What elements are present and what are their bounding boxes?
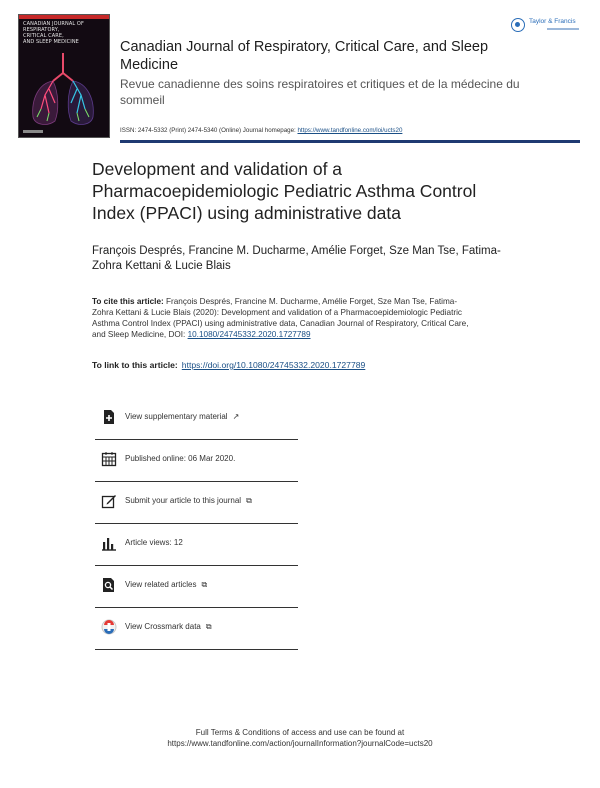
external-link-icon: ↗ — [232, 412, 240, 421]
cover-masthead-line: CRITICAL CARE, — [23, 33, 64, 39]
article-link-label: To link to this article: — [92, 360, 178, 370]
bar-chart-icon — [101, 535, 117, 551]
article-title: Development and validation of a Pharmacoepidemiologic Pediatric Asthma Control Index (PPACI) using administrative data — [92, 159, 477, 223]
action-article-views — [95, 524, 298, 566]
article-actions-list — [95, 398, 298, 650]
journal-title: Canadian Journal of Respiratory, Critical Care, and Sleep Medicine — [120, 39, 489, 73]
cover-masthead-line: AND SLEEP MEDICINE — [23, 39, 79, 45]
cover-masthead-line: CANADIAN JOURNAL OF — [23, 21, 84, 27]
journal-subtitle: Revue canadienne des soins respiratoires et critiques et de la médecine du sommeil — [120, 77, 520, 107]
citation-block — [92, 296, 472, 340]
terms-footer-link[interactable]: https://www.tandfonline.com/action/journalInformation?journalCode=ucts20 — [167, 739, 433, 748]
header-rule — [120, 140, 580, 143]
action-view-crossmark[interactable] — [95, 608, 298, 650]
search-document-icon — [101, 577, 117, 593]
external-link-icon: ⧉ — [246, 496, 252, 505]
action-label: View related articles — [125, 580, 197, 589]
citation-label: To cite this article: — [92, 297, 164, 306]
terms-footer-text: Full Terms & Conditions of access and use can be found at — [195, 728, 405, 737]
journal-homepage-link[interactable]: https://www.tandfonline.com/loi/ucts20 — [297, 127, 403, 134]
action-label: Published online: 06 Mar 2020. — [125, 454, 236, 463]
article-doi-link[interactable]: https://doi.org/10.1080/24745332.2020.1727789 — [181, 360, 366, 370]
issn-line — [120, 127, 402, 134]
add-document-icon — [101, 409, 117, 425]
action-label: View supplementary material — [125, 412, 228, 421]
action-label: View Crossmark data — [125, 622, 201, 631]
publisher-logo-underline — [547, 28, 579, 30]
publisher-logo[interactable] — [511, 16, 583, 38]
action-submit-article[interactable] — [95, 482, 298, 524]
calendar-icon — [101, 451, 117, 467]
lungs-illustration-icon — [19, 51, 109, 131]
external-link-icon: ⧉ — [205, 622, 212, 631]
article-authors: François Després, Francine M. Ducharme, Amélie Forget, Sze Man Tse, Fatima-Zohra Kettani & Lucie Blais — [92, 245, 501, 272]
action-published-online — [95, 440, 298, 482]
crossmark-icon — [101, 619, 117, 635]
action-label: Article views: 12 — [125, 538, 183, 547]
action-view-supplementary[interactable] — [95, 398, 298, 440]
journal-cover-image — [18, 14, 110, 138]
external-link-icon: ⧉ — [201, 580, 208, 589]
article-link-line — [92, 360, 365, 370]
action-view-related[interactable] — [95, 566, 298, 608]
publisher-name: Taylor & Francis — [529, 18, 576, 25]
action-label: Submit your article to this journal — [125, 496, 242, 505]
issn-text: ISSN: 2474-5332 (Print) 2474-5340 (Online) Journal homepage: — [120, 127, 298, 134]
edit-icon — [101, 493, 117, 509]
citation-doi-link[interactable]: 10.1080/24745332.2020.1727789 — [187, 330, 311, 339]
publisher-logo-icon — [511, 18, 525, 32]
citation-text: François Després, Francine M. Ducharme, Amélie Forget, Sze Man Tse, Fatima-Zohra Kettani & Lucie Blais (2020): Development and validation of a Pharmacoepidemiologic Pediatric Asthma Control Index (PPACI) using administrative data, Canadian Journal of Respiratory, Critical Care, and Sleep Medicine, DOI: — [92, 297, 469, 339]
cover-masthead-line: RESPIRATORY, — [23, 27, 60, 33]
cover-footer-bar — [23, 130, 43, 133]
terms-footer — [0, 727, 600, 749]
cover-masthead — [23, 21, 105, 45]
cover-accent-band — [19, 15, 109, 19]
